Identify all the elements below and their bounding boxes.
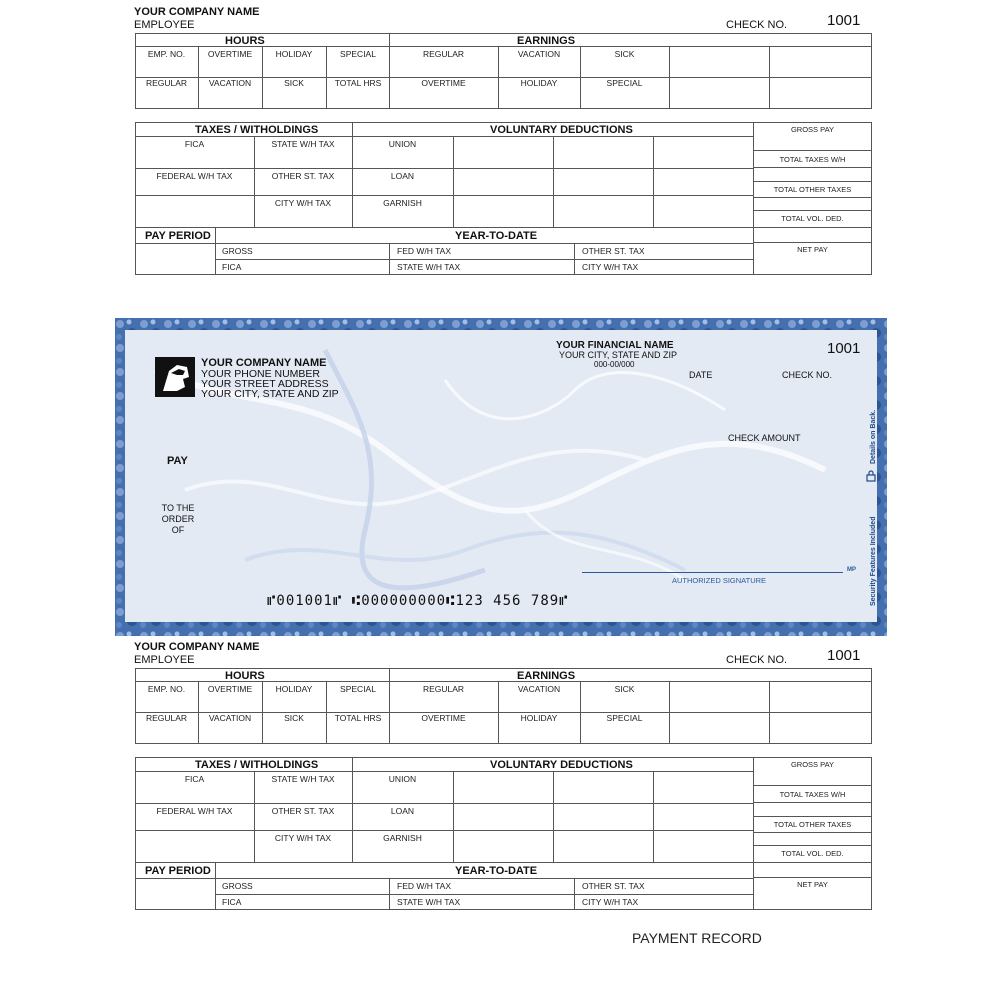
stub-check-no-label: CHECK NO. <box>726 654 788 666</box>
ytd-header: YEAR-TO-DATE <box>455 865 538 877</box>
tax-label: STATE W/H TAX <box>271 139 335 149</box>
tax-label: CITY W/H TAX <box>274 198 332 208</box>
voluntary-label: LOAN <box>390 171 415 181</box>
stub-employee-label: EMPLOYEE <box>134 654 195 666</box>
check <box>115 318 887 636</box>
hours-cell: REGULAR <box>145 78 188 88</box>
check-company-street: YOUR STREET ADDRESS <box>201 378 329 390</box>
hours-cell: VACATION <box>208 78 252 88</box>
earnings-cell: HOLIDAY <box>520 713 558 723</box>
hours-cell: VACATION <box>208 713 252 723</box>
hours-header: HOURS <box>225 670 265 682</box>
stub-company-name: YOUR COMPANY NAME <box>134 641 260 653</box>
mp-mark: MP <box>847 567 856 573</box>
ytd-label: FED W/H TAX <box>397 881 451 891</box>
total-label: TOTAL TAXES W/H <box>779 790 846 799</box>
tax-label: STATE W/H TAX <box>271 774 335 784</box>
taxes-header: TAXES / WITHOLDINGS <box>195 124 319 136</box>
total-label: TOTAL TAXES W/H <box>779 155 846 164</box>
hours-cell: SPECIAL <box>340 684 376 694</box>
padlock-icon <box>866 470 876 482</box>
check-face <box>125 330 877 622</box>
authorized-signature-label: AUTHORIZED SIGNATURE <box>672 576 767 585</box>
pay-label: PAY <box>167 455 188 467</box>
hours-cell: TOTAL HRS <box>334 78 382 88</box>
check-number: 1001 <box>827 340 861 357</box>
voluntary-label: GARNISH <box>383 198 422 208</box>
check-amount-label: CHECK AMOUNT <box>728 433 801 443</box>
earnings-cell: VACATION <box>517 49 561 59</box>
hours-header: HOURS <box>225 35 265 47</box>
hours-cell: EMP. NO. <box>147 49 186 59</box>
earnings-cell: REGULAR <box>422 684 465 694</box>
hours-cell: OVERTIME <box>207 684 253 694</box>
hours-cell: EMP. NO. <box>147 684 186 694</box>
earnings-header: EARNINGS <box>517 670 576 682</box>
hours-cell: SICK <box>284 78 304 88</box>
check-company-phone: YOUR PHONE NUMBER <box>201 368 321 380</box>
total-label: NET PAY <box>797 245 828 254</box>
voluntary-label: UNION <box>388 774 417 784</box>
hours-cell: TOTAL HRS <box>334 713 382 723</box>
hours-cell: SPECIAL <box>340 49 376 59</box>
date-label: DATE <box>689 370 713 380</box>
side-details-text: Details on Back. <box>870 409 877 464</box>
check-company-city: YOUR CITY, STATE AND ZIP <box>201 388 339 400</box>
order-line-3: OF <box>171 525 185 535</box>
ytd-label: CITY W/H TAX <box>582 897 639 907</box>
side-security-text: Security Features Included <box>870 516 877 606</box>
tax-label: CITY W/H TAX <box>274 833 332 843</box>
earnings-cell: SICK <box>614 684 635 694</box>
earnings-cell: OVERTIME <box>421 78 466 88</box>
ytd-label: OTHER ST. TAX <box>582 246 645 256</box>
ytd-label: GROSS <box>222 246 253 256</box>
stub-check-no-label: CHECK NO. <box>726 19 788 31</box>
taxes-header: TAXES / WITHOLDINGS <box>195 759 319 771</box>
ytd-label: FICA <box>222 262 242 272</box>
ytd-label: FED W/H TAX <box>397 246 451 256</box>
voluntary-label: UNION <box>388 139 417 149</box>
stub-check-number: 1001 <box>827 647 861 664</box>
ytd-label: GROSS <box>222 881 253 891</box>
earnings-cell: REGULAR <box>422 49 465 59</box>
bottom-stub <box>0 635 1000 925</box>
voluntary-label: LOAN <box>390 806 415 816</box>
tax-label: FICA <box>184 139 205 149</box>
bank-name: YOUR FINANCIAL NAME <box>556 340 674 351</box>
tax-label: FEDERAL W/H TAX <box>156 806 233 816</box>
check-company-name: YOUR COMPANY NAME <box>201 357 327 369</box>
earnings-cell: SPECIAL <box>606 713 643 723</box>
total-label: GROSS PAY <box>790 125 835 134</box>
hours-cell: HOLIDAY <box>275 684 313 694</box>
earnings-cell: VACATION <box>517 684 561 694</box>
ytd-label: STATE W/H TAX <box>397 897 461 907</box>
tax-label: OTHER ST. TAX <box>271 806 335 816</box>
signature-line <box>582 572 843 573</box>
voluntary-header: VOLUNTARY DEDUCTIONS <box>490 124 633 136</box>
total-label: TOTAL VOL. DED. <box>781 214 844 223</box>
hours-cell: REGULAR <box>145 713 188 723</box>
voluntary-label: GARNISH <box>383 833 422 843</box>
order-line-1: TO THE <box>161 503 195 513</box>
earnings-cell: HOLIDAY <box>520 78 558 88</box>
earnings-cell: OVERTIME <box>421 713 466 723</box>
tax-label: FEDERAL W/H TAX <box>156 171 233 181</box>
stub-check-number: 1001 <box>827 12 861 29</box>
ytd-label: FICA <box>222 897 242 907</box>
hours-cell: HOLIDAY <box>275 49 313 59</box>
earnings-cell: SICK <box>614 49 635 59</box>
payment-record-label: PAYMENT RECORD <box>632 930 762 946</box>
stub-company-name: YOUR COMPANY NAME <box>134 6 260 18</box>
order-line-2: ORDER <box>161 514 195 524</box>
voluntary-header: VOLUNTARY DEDUCTIONS <box>490 759 633 771</box>
stub-employee-label: EMPLOYEE <box>134 19 195 31</box>
ytd-label: STATE W/H TAX <box>397 262 461 272</box>
tax-label: OTHER ST. TAX <box>271 171 335 181</box>
total-label: NET PAY <box>797 880 828 889</box>
ytd-header: YEAR-TO-DATE <box>455 230 538 242</box>
total-label: GROSS PAY <box>790 760 835 769</box>
routing-fraction: 000-00/000 <box>594 360 635 369</box>
ytd-label: CITY W/H TAX <box>582 262 639 272</box>
total-label: TOTAL OTHER TAXES <box>773 820 852 829</box>
top-stub <box>0 0 1000 290</box>
pay-period-label: PAY PERIOD <box>145 865 211 877</box>
earnings-cell: SPECIAL <box>606 78 643 88</box>
hours-cell: SICK <box>284 713 304 723</box>
total-label: TOTAL VOL. DED. <box>781 849 844 858</box>
total-label: TOTAL OTHER TAXES <box>773 185 852 194</box>
tax-label: FICA <box>184 774 205 784</box>
hours-cell: OVERTIME <box>207 49 253 59</box>
pay-period-label: PAY PERIOD <box>145 230 211 242</box>
micr-line: ⑈001001⑈ ⑆000000000⑆123 456 789⑈ <box>267 593 569 609</box>
company-logo-icon <box>155 357 195 397</box>
earnings-header: EARNINGS <box>517 35 576 47</box>
check-no-label: CHECK NO. <box>782 370 833 380</box>
ytd-label: OTHER ST. TAX <box>582 881 645 891</box>
bank-city: YOUR CITY, STATE AND ZIP <box>559 350 678 360</box>
